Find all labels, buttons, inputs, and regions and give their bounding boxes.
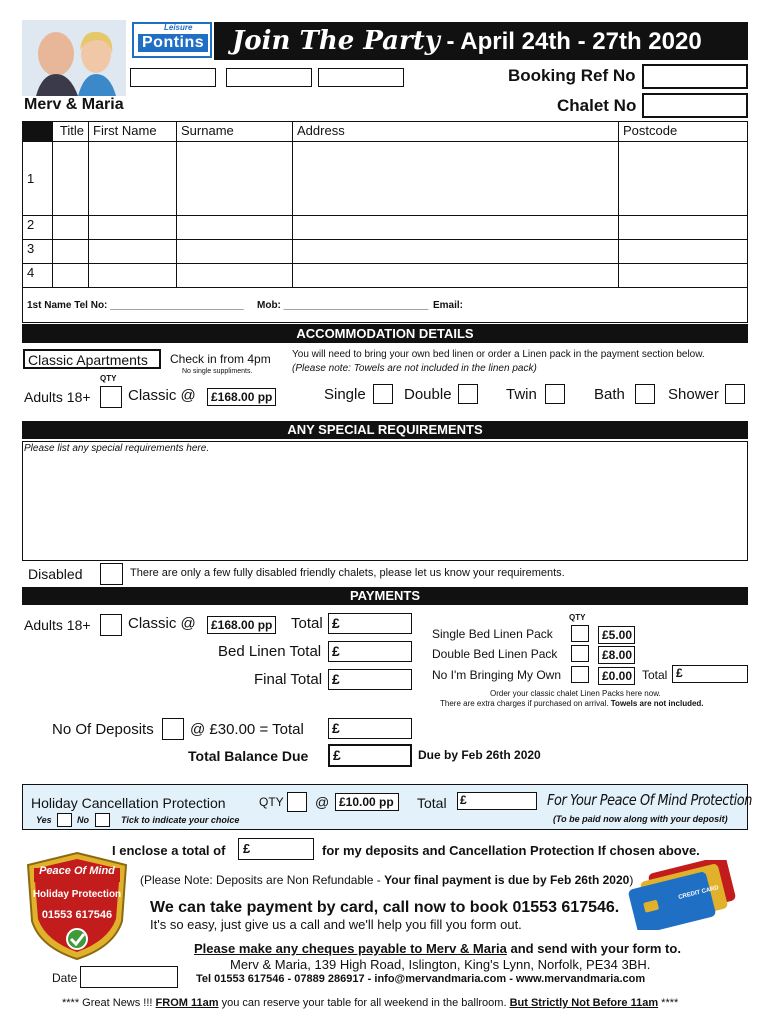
linen-qty-label: QTY xyxy=(569,613,586,622)
linen-note: You will need to bring your own bed linen or order a Linen pack in the payment section below. xyxy=(292,349,705,360)
badge-line1: Peace Of Mind xyxy=(39,865,115,877)
guest-surname-cell[interactable] xyxy=(177,264,293,288)
card-heading: We can take payment by card, call now to book 01553 617546. xyxy=(150,899,620,916)
enclose-label: I enclose a total of xyxy=(112,843,226,858)
guest-header-number xyxy=(23,122,53,142)
cancellation-no-label: No xyxy=(77,815,89,825)
deposit-note-start: (Please Note: Deposits are Non Refundable - xyxy=(140,873,385,887)
header-field-1[interactable] xyxy=(130,68,216,87)
date-label: Date xyxy=(52,971,78,985)
tel-label[interactable]: 1st Name Tel No: ________________________ xyxy=(27,300,244,311)
guest-address-cell[interactable] xyxy=(293,240,619,264)
title-dates: - April 24th - 27th 2020 xyxy=(439,28,702,55)
title-banner xyxy=(214,22,748,60)
pay-classic-label: Classic @ xyxy=(128,615,196,632)
pontins-logo xyxy=(132,22,212,58)
disabled-label: Disabled xyxy=(28,566,83,582)
deposit-note-bold: Your final payment is due by Feb 26th 2020 xyxy=(384,873,630,887)
deposits-qty-input[interactable] xyxy=(162,718,184,740)
cancellation-total-label: Total xyxy=(417,795,447,811)
cancellation-no-checkbox[interactable] xyxy=(95,813,110,827)
bed-linen-total-input[interactable] xyxy=(328,641,412,662)
guest-postcode-cell[interactable] xyxy=(619,142,748,216)
chalet-label: Chalet No xyxy=(557,96,637,115)
linen-double-price: £8.00 xyxy=(598,646,635,664)
payments-heading: PAYMENTS xyxy=(22,587,748,605)
guest-surname-cell[interactable] xyxy=(177,216,293,240)
bed-linen-total-pound: £ xyxy=(332,643,340,659)
check-in-text: Check in from 4pm xyxy=(170,352,271,366)
cheques-rest: and send with your form to. xyxy=(506,941,681,956)
guest-row-number: 4 xyxy=(23,264,53,288)
option-shower-label: Shower xyxy=(668,386,719,403)
pay-total-pound: £ xyxy=(332,615,340,631)
final-total-input[interactable] xyxy=(328,669,412,690)
postal-address: Merv & Maria, 139 High Road, Islington, King's Lynn, Norfolk, PE34 3BH. xyxy=(230,957,651,972)
cheques-line xyxy=(194,941,681,956)
pay-adults-label: Adults 18+ xyxy=(24,617,91,633)
guest-address-cell[interactable] xyxy=(293,264,619,288)
guest-row xyxy=(23,216,748,240)
contact-line: Tel 01553 617546 - 07889 286917 - info@mervandmaria.com - www.mervandmaria.com xyxy=(196,973,646,985)
linen-double-qty[interactable] xyxy=(571,645,589,662)
option-double-checkbox[interactable] xyxy=(458,384,478,404)
order-note-1: Order your classic chalet Linen Packs here now. xyxy=(490,689,661,698)
option-bath-label: Bath xyxy=(594,386,625,403)
deposit-total-input[interactable] xyxy=(328,718,412,739)
title-script: Join The Party xyxy=(232,26,440,56)
qty-label: QTY xyxy=(100,374,117,383)
cancellation-at: @ xyxy=(315,794,330,810)
final-total-label: Final Total xyxy=(254,671,323,688)
guest-postcode-cell[interactable] xyxy=(619,216,748,240)
cheques-underlined: Please make any cheques payable to Merv & Maria xyxy=(194,941,507,956)
guest-title-cell[interactable] xyxy=(53,240,89,264)
final-total-pound: £ xyxy=(332,671,340,687)
guest-row-number: 3 xyxy=(23,240,53,264)
cancellation-yes-checkbox[interactable] xyxy=(57,813,72,827)
option-single-label: Single xyxy=(324,386,366,403)
guest-first-name-cell[interactable] xyxy=(89,264,177,288)
linen-total-pound: £ xyxy=(676,666,683,680)
enclose-total-input[interactable] xyxy=(238,838,314,860)
cancellation-label: Holiday Cancellation Protection xyxy=(31,795,226,811)
classic-price: £168.00 pp xyxy=(207,388,276,406)
disabled-note: There are only a few fully disabled friendly chalets, please let us know your requirements. xyxy=(130,567,565,579)
linen-single-label: Single Bed Linen Pack xyxy=(432,627,553,641)
option-twin-checkbox[interactable] xyxy=(545,384,565,404)
footer-note xyxy=(62,997,678,1009)
footer-bold-1: FROM 11am xyxy=(155,997,219,1009)
pay-total-label: Total xyxy=(291,615,323,632)
accommodation-heading: ACCOMMODATION DETAILS xyxy=(22,324,748,343)
adults-label: Adults 18+ xyxy=(24,389,91,405)
guest-surname-cell[interactable] xyxy=(177,142,293,216)
pay-adults-qty-input[interactable] xyxy=(100,614,122,636)
guest-surname-cell[interactable] xyxy=(177,240,293,264)
order-note-bold: Towels are not included. xyxy=(610,699,704,708)
guest-address-cell[interactable] xyxy=(293,216,619,240)
no-supplements-text: No single suppliments. xyxy=(182,368,253,375)
guest-title-cell[interactable] xyxy=(53,142,89,216)
mob-label[interactable]: Mob: __________________________ xyxy=(257,300,429,311)
balance-label: Total Balance Due xyxy=(188,748,309,764)
card-sub: It's so easy, just give us a call and we'll help you fill you form out. xyxy=(150,917,522,932)
linen-note-italic: (Please note: Towels are not included in the linen pack) xyxy=(292,363,537,374)
balance-pound: £ xyxy=(333,747,341,763)
tick-note: Tick to indicate your choice xyxy=(121,815,240,825)
balance-input[interactable] xyxy=(328,744,412,767)
classic-label: Classic @ xyxy=(128,387,196,404)
chalet-input[interactable] xyxy=(642,93,748,118)
special-placeholder: Please list any special requirements here. xyxy=(24,443,210,454)
guest-header-first-name: First Name xyxy=(89,122,177,142)
card-logo-text: CREDIT CARD xyxy=(677,885,720,901)
linen-own-qty[interactable] xyxy=(571,666,589,683)
guest-header-title: Title xyxy=(53,122,89,142)
cancellation-total-pound: £ xyxy=(460,793,467,807)
cancellation-panel xyxy=(22,784,752,830)
cancellation-script-title: For Your Peace Of Mind Protection xyxy=(547,791,752,809)
guest-first-name-cell[interactable] xyxy=(89,216,177,240)
guest-header-surname: Surname xyxy=(177,122,293,142)
guest-address-cell[interactable] xyxy=(293,142,619,216)
header-field-3[interactable] xyxy=(318,68,404,87)
enclose-pound: £ xyxy=(243,841,251,856)
special-heading: ANY SPECIAL REQUIREMENTS xyxy=(22,421,748,439)
cancellation-yes-label: Yes xyxy=(36,815,52,825)
footer-middle: you can reserve your table for all weekend in the ballroom. xyxy=(218,997,510,1009)
badge-phone: 01553 617546 xyxy=(41,909,113,921)
hosts-name: Merv & Maria xyxy=(24,96,124,113)
footer-start: **** Great News !!! xyxy=(62,997,156,1009)
booking-ref-label: Booking Ref No xyxy=(508,66,636,85)
hosts-photo xyxy=(22,20,126,96)
linen-own-price: £0.00 xyxy=(598,667,635,685)
deposits-label: No Of Deposits xyxy=(52,721,154,738)
cancellation-total-input[interactable] xyxy=(457,792,537,810)
order-note-2-text: There are extra charges if purchased on arrival. xyxy=(440,699,609,708)
guest-first-name-cell[interactable] xyxy=(89,240,177,264)
enclose-after: for my deposits and Cancellation Protection If chosen above. xyxy=(322,843,700,858)
logo-text: Pontins xyxy=(138,34,208,52)
guest-header-postcode: Postcode xyxy=(619,122,748,142)
linen-single-qty[interactable] xyxy=(571,625,589,642)
linen-own-label: No I'm Bringing My Own xyxy=(432,668,561,682)
disabled-checkbox[interactable] xyxy=(100,563,123,585)
guest-row-number: 2 xyxy=(23,216,53,240)
option-single-checkbox[interactable] xyxy=(373,384,393,404)
deposit-total-pound: £ xyxy=(332,720,340,736)
linen-single-price: £5.00 xyxy=(598,626,635,644)
option-double-label: Double xyxy=(404,386,452,403)
deposit-note xyxy=(140,873,633,887)
pay-total-input[interactable] xyxy=(328,613,412,634)
guest-row xyxy=(23,264,748,288)
credit-cards-graphic xyxy=(622,860,746,930)
guest-header-address: Address xyxy=(293,122,619,142)
guest-first-name-cell[interactable] xyxy=(89,142,177,216)
logo-small-text: Leisure xyxy=(164,23,193,32)
option-bath-checkbox[interactable] xyxy=(635,384,655,404)
footer-end: **** xyxy=(658,997,679,1009)
linen-double-label: Double Bed Linen Pack xyxy=(432,647,558,661)
guest-postcode-cell[interactable] xyxy=(619,240,748,264)
special-requirements-textarea[interactable] xyxy=(22,441,748,561)
guest-table xyxy=(22,121,748,288)
apartment-type-box xyxy=(23,349,161,369)
linen-total-input[interactable] xyxy=(672,665,748,683)
adults-qty-input[interactable] xyxy=(100,386,122,408)
linen-total-label: Total xyxy=(642,668,668,682)
contact-row xyxy=(22,287,748,323)
apartment-type: Classic Apartments xyxy=(28,352,148,368)
deposit-note-end: ) xyxy=(629,873,634,887)
deposit-rate: @ £30.00 = Total xyxy=(190,721,304,738)
badge-line2: Holiday Protection xyxy=(32,889,122,900)
cancellation-price: £10.00 pp xyxy=(335,793,399,811)
cancellation-qty-input[interactable] xyxy=(287,792,307,812)
paid-note: (To be paid now along with your deposit) xyxy=(553,814,728,824)
cancellation-qty-label: QTY xyxy=(259,795,284,809)
guest-row xyxy=(23,240,748,264)
pay-classic-price: £168.00 pp xyxy=(207,616,276,634)
footer-bold-2: But Strictly Not Before 11am xyxy=(509,997,659,1009)
option-shower-checkbox[interactable] xyxy=(725,384,745,404)
option-twin-label: Twin xyxy=(506,386,537,403)
guest-title-cell[interactable] xyxy=(53,216,89,240)
due-by: Due by Feb 26th 2020 xyxy=(418,748,541,762)
guest-row-number: 1 xyxy=(23,142,53,216)
bed-linen-total-label: Bed Linen Total xyxy=(218,643,322,660)
header-field-2[interactable] xyxy=(226,68,312,87)
guest-row xyxy=(23,142,748,216)
email-label[interactable]: Email: xyxy=(433,300,464,311)
guest-title-cell[interactable] xyxy=(53,264,89,288)
booking-ref-input[interactable] xyxy=(642,64,748,89)
order-note-2 xyxy=(440,699,704,708)
peace-of-mind-badge xyxy=(24,851,130,961)
guest-postcode-cell[interactable] xyxy=(619,264,748,288)
date-input[interactable] xyxy=(80,966,178,988)
